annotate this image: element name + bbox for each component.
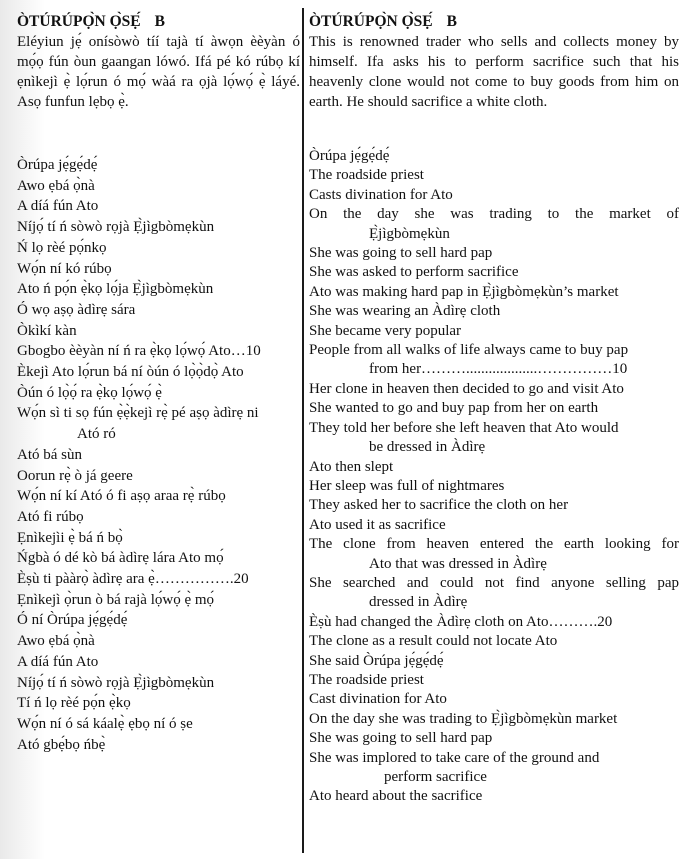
verse-line (17, 610, 300, 631)
verse-text: Òkìkí kàn (17, 322, 77, 339)
verse-line (309, 302, 679, 321)
verse-text: Òún ó lọ̀ọ́ ra ẹ̀kọ lọ́wọ́ ẹ̀ (17, 384, 162, 401)
english-intro-paragraph: This is renowned trader who sells and collects money by himself. Ifa asks his to perform sacrifice such that his heavenly clone would not come to buy goods from him on earth. He should sacrifice a white cloth. (309, 34, 679, 110)
verse-text: Níjọ́ tí ń sòwò rọjà Ẹ̀jìgbòmẹkùn (17, 219, 215, 236)
verse-line (309, 652, 679, 671)
verse-continuation: dressed in Àdìrẹ (369, 594, 468, 611)
verse-line (17, 362, 300, 383)
verse-continuation: Ẹ̀jìgbòmẹkùn (369, 225, 450, 242)
verse-line (17, 735, 300, 756)
column-divider (302, 8, 304, 853)
verse-line (309, 613, 679, 632)
yoruba-heading-title: ÒTÚRÚPỌ̀N Ọ̀SẸ́ (17, 13, 141, 30)
verse-line (309, 322, 679, 341)
verse-line (309, 749, 679, 788)
verse-line (17, 590, 300, 611)
verse-line (17, 341, 300, 362)
verse-line (309, 419, 679, 458)
verse-text: Awo ẹbá ọ̀nà (17, 633, 95, 650)
verse-line (17, 673, 300, 694)
verse-line (17, 569, 300, 590)
verse-text: A díá fún Ato (17, 198, 99, 215)
verse-text: Èṣù ti pààrọ̀ àdìrẹ ara ẹ̀…………….20 (17, 571, 249, 588)
verse-line (17, 321, 300, 342)
verse-text: She became very popular (309, 322, 462, 339)
verse-line (309, 477, 679, 496)
verse-line (17, 445, 300, 466)
verse-line (17, 155, 300, 176)
verse-line (17, 383, 300, 404)
english-heading (309, 12, 457, 32)
verse-line (17, 196, 300, 217)
verse-text: Wọ́n ní kó rúbọ (17, 260, 112, 277)
verse-line (17, 714, 300, 735)
verse-text: Ẹnìkejìi ẹ̀ bá ń bọ̀ (17, 529, 123, 546)
verse-line (17, 217, 300, 238)
verse-text: Oorun rẹ̀ ò já geere (17, 467, 133, 484)
verse-text: The roadside priest (309, 671, 424, 688)
verse-text: People from all walks of life always came to buy pap (309, 342, 629, 359)
verse-line (17, 176, 300, 197)
verse-text: Tí ń lọ rèé pọ́n ẹ̀kọ (17, 695, 131, 712)
english-verse-list (309, 147, 679, 807)
verse-line (309, 166, 679, 185)
verse-line (309, 244, 679, 263)
verse-text: She was implored to take care of the ground and (309, 749, 600, 766)
verse-text: The clone from heaven entered the earth looking for (309, 536, 679, 553)
verse-text: Casts divination for Ato (309, 186, 453, 203)
verse-line (309, 147, 679, 166)
english-heading-title: ÒTÚRÚPỌ̀N Ọ̀SẸ́ (309, 13, 433, 30)
verse-text: Ńgbà ó dé kò bá àdìrẹ lára Ato mọ́ (17, 550, 224, 567)
verse-text: Ato heard about the sacrifice (309, 788, 483, 805)
verse-line (309, 729, 679, 748)
verse-text: She was going to sell hard pap (309, 245, 493, 262)
english-heading-tag: B (446, 13, 457, 30)
verse-line (309, 690, 679, 709)
verse-line (309, 496, 679, 515)
verse-line (17, 548, 300, 569)
verse-text: Ató fi rúbọ (17, 508, 84, 525)
verse-line (309, 535, 679, 574)
verse-text: Òrúpa jẹ́gẹ́dẹ́ (17, 157, 98, 173)
verse-line (17, 238, 300, 259)
verse-line (309, 186, 679, 205)
verse-line (309, 341, 679, 380)
verse-continuation: from her………...................……………10 (369, 361, 628, 378)
verse-line (309, 710, 679, 729)
verse-continuation: perform sacrifice (384, 769, 487, 785)
verse-line (309, 574, 679, 613)
verse-line (17, 693, 300, 714)
verse-line (309, 516, 679, 535)
verse-text: She was wearing an Àdìrẹ cloth (309, 303, 501, 320)
verse-line (309, 399, 679, 418)
verse-line (17, 466, 300, 487)
verse-line (309, 263, 679, 282)
verse-text: Ẹnìkejì ọ̀run ò bá rajà lọ́wọ́ ẹ̀ mọ́ (17, 591, 215, 608)
verse-line (309, 205, 679, 244)
verse-text: She said Òrúpa jẹ́gẹ́dẹ́ (309, 652, 444, 669)
verse-line (309, 787, 679, 806)
verse-text: A díá fún Ato (17, 653, 99, 670)
verse-line (309, 632, 679, 651)
verse-text: The clone as a result could not locate Ato (309, 633, 558, 650)
verse-text: Ato ń pọ́n ẹ̀kọ lọ́ja Ẹ̀jìgbòmẹkùn (17, 281, 214, 298)
yoruba-heading (17, 12, 165, 32)
verse-text: Ń lọ rèé pọ́nkọ (17, 239, 107, 256)
verse-line (17, 300, 300, 321)
verse-text: Ato was making hard pap in Ẹ̀jìgbòmẹkùn’s market (309, 283, 619, 300)
verse-line (17, 631, 300, 652)
verse-line (17, 403, 300, 444)
verse-line (17, 279, 300, 300)
verse-continuation: Ato that was dressed in Àdìrẹ (369, 555, 547, 572)
yoruba-heading-tag: B (154, 13, 165, 30)
verse-text: Awo ẹbá ọ̀nà (17, 177, 95, 194)
verse-line (309, 458, 679, 477)
verse-text: Òrúpa jẹ́gẹ́dẹ́ (309, 148, 390, 164)
verse-text: Ató bá sùn (17, 446, 82, 463)
verse-text: Ató gbẹ́bọ ńbẹ̀ (17, 736, 106, 753)
verse-line (17, 259, 300, 280)
verse-text: Ó ní Òrúpa jẹ́gẹ́dẹ́ (17, 612, 128, 629)
verse-line (309, 380, 679, 399)
verse-line (309, 671, 679, 690)
verse-text: They asked her to sacrifice the cloth on her (309, 497, 569, 514)
verse-text: On the day she was trading to Ẹ̀jìgbòmẹkùn market (309, 710, 618, 727)
verse-text: Èkejì Ato lọ́run bá ní òún ó lọ̀ọ̀dọ̀ Ato (17, 364, 244, 381)
verse-text: On the day she was trading to the market of (309, 206, 679, 223)
verse-text: Ato then slept (309, 458, 394, 475)
verse-text: She was asked to perform sacrifice (309, 264, 519, 281)
verse-text: Wọ́n sì ti sọ fún ẹ̀ẹ̀kejì rẹ̀ pé aṣọ àdìrẹ ni (17, 405, 259, 422)
verse-text: Cast divination for Ato (309, 691, 447, 708)
verse-text: They told her before she left heaven that Ato would (309, 419, 619, 436)
verse-text: The roadside priest (309, 167, 424, 184)
verse-text: She searched and could not find anyone selling pap (309, 574, 679, 591)
verse-text: Níjọ́ tí ń sòwò rọjà Ẹ̀jìgbòmẹkùn (17, 674, 215, 691)
yoruba-verse-list (17, 155, 300, 755)
yoruba-intro-paragraph: Eléyiun jẹ́ onísòwò tíí tajà tí àwọn èèyàn ó mọ́ọ fún òun gaangan lówó. Ifá pé kó rúbọ kí ẹnìkejì ẹ̀ lọ́run ó mọ́ wàá ra ọjà lọ́wọ́ ẹ̀ láyé. Asọ funfun lẹbọ ẹ̀. (17, 34, 300, 110)
verse-text: She wanted to go and buy pap from her on earth (309, 400, 599, 417)
verse-continuation: be dressed in Àdìrẹ (369, 439, 486, 456)
verse-text: Wọ́n ní kí Ató ó fi aṣọ araa rẹ̀ rúbọ (17, 488, 226, 505)
verse-line (17, 486, 300, 507)
verse-text: Ato used it as sacrifice (309, 516, 446, 533)
verse-line (17, 507, 300, 528)
verse-text: Ó wọ aṣọ àdìrẹ sára (17, 301, 136, 318)
verse-continuation: Ató ró (77, 426, 116, 443)
verse-text: Her clone in heaven then decided to go and visit Ato (309, 380, 624, 397)
verse-text: Wọ́n ní ó sá káalẹ̀ ẹbọ ní ó ṣe (17, 715, 193, 732)
verse-line (309, 283, 679, 302)
verse-text: She was going to sell hard pap (309, 730, 493, 747)
verse-line (17, 528, 300, 549)
verse-text: Èṣù had changed the Àdìrẹ cloth on Ato……….20 (309, 613, 613, 630)
verse-text: Gbogbo èèyàn ní ń ra ẹ̀kọ lọ́wọ́ Ato…10 (17, 343, 261, 360)
verse-line (17, 652, 300, 673)
verse-text: Her sleep was full of nightmares (309, 477, 505, 494)
